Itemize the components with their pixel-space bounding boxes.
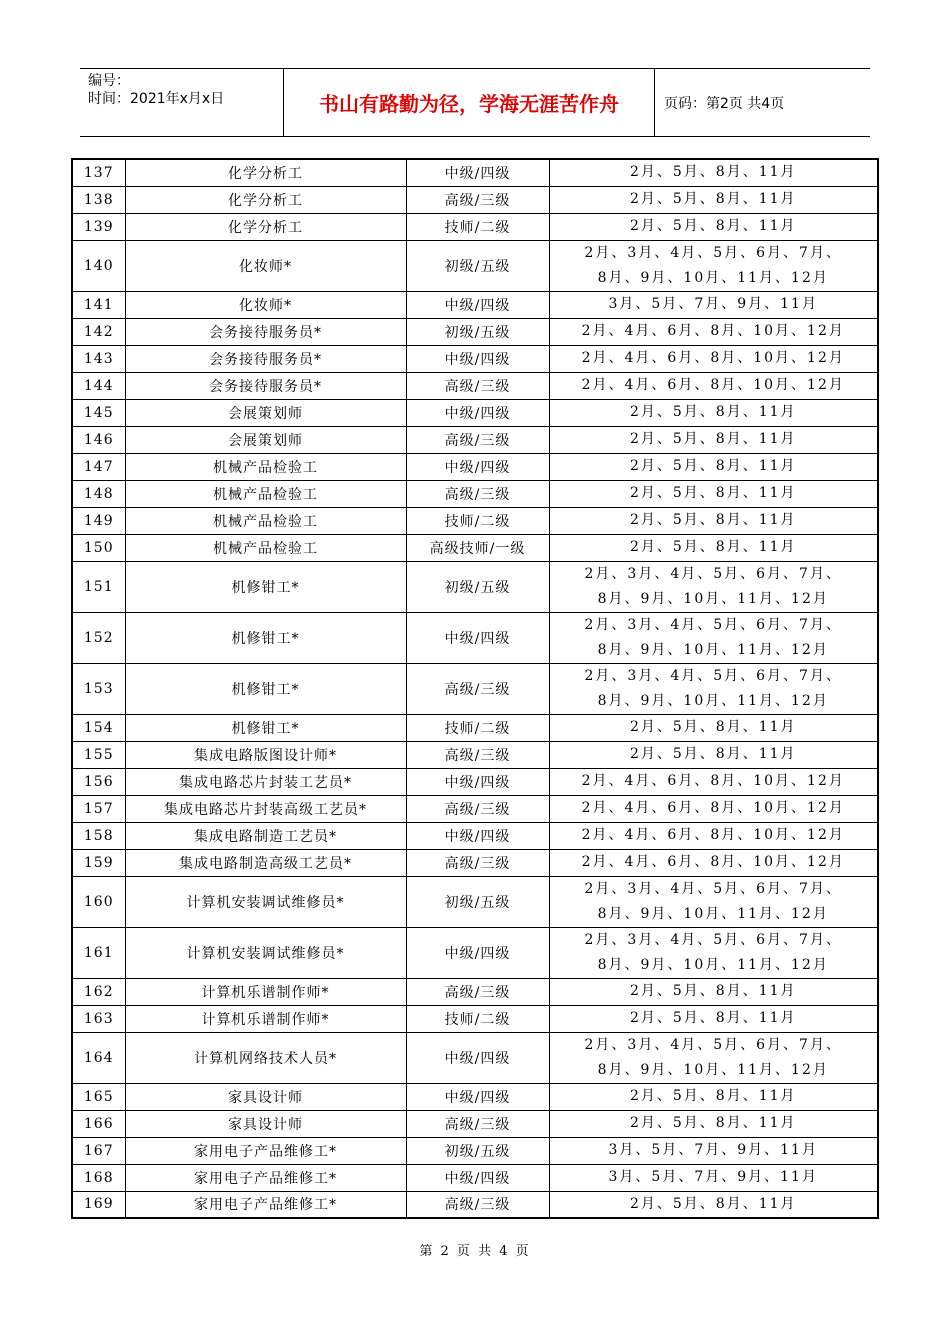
- exam-months: 2月、3月、4月、5月、6月、7月、 8月、9月、10月、11月、12月: [549, 927, 878, 978]
- occupation-name: 集成电路芯片封装工艺员*: [125, 768, 406, 795]
- occupation-name: 家用电子产品维修工*: [125, 1191, 406, 1218]
- skill-level: 高级/三级: [406, 741, 549, 768]
- skill-level: 中级/四级: [406, 159, 549, 186]
- row-number: 157: [72, 795, 125, 822]
- exam-months: 2月、4月、6月、8月、10月、12月: [549, 795, 878, 822]
- table-row: [72, 240, 878, 291]
- skill-level: 高级/三级: [406, 663, 549, 714]
- table-row: [72, 741, 878, 768]
- row-number: 168: [72, 1164, 125, 1191]
- row-number: 156: [72, 768, 125, 795]
- skill-level: 中级/四级: [406, 1164, 549, 1191]
- exam-months: 2月、4月、6月、8月、10月、12月: [549, 318, 878, 345]
- row-number: 143: [72, 345, 125, 372]
- occupation-name: 集成电路制造工艺员*: [125, 822, 406, 849]
- occupation-name: 会展策划师: [125, 399, 406, 426]
- table-row: [72, 978, 878, 1005]
- occupation-name: 家具设计师: [125, 1083, 406, 1110]
- row-number: 155: [72, 741, 125, 768]
- occupation-name: 会务接待服务员*: [125, 345, 406, 372]
- row-number: 148: [72, 480, 125, 507]
- exam-months: 2月、5月、8月、11月: [549, 453, 878, 480]
- table-row: [72, 291, 878, 318]
- skill-level: 初级/五级: [406, 318, 549, 345]
- page-header: [80, 68, 870, 137]
- occupation-name: 会展策划师: [125, 426, 406, 453]
- occupation-name: 会务接待服务员*: [125, 372, 406, 399]
- exam-months: 2月、5月、8月、11月: [549, 534, 878, 561]
- occupation-name: 化妆师*: [125, 240, 406, 291]
- skill-level: 中级/四级: [406, 1083, 549, 1110]
- exam-months: 2月、5月、8月、11月: [549, 714, 878, 741]
- table-row: [72, 876, 878, 927]
- skill-level: 技师/二级: [406, 507, 549, 534]
- exam-months: 2月、5月、8月、11月: [549, 741, 878, 768]
- exam-months: 3月、5月、7月、9月、11月: [549, 1137, 878, 1164]
- skill-level: 中级/四级: [406, 453, 549, 480]
- table-row: [72, 426, 878, 453]
- row-number: 144: [72, 372, 125, 399]
- occupation-name: 家具设计师: [125, 1110, 406, 1137]
- occupation-name: 化学分析工: [125, 159, 406, 186]
- table-row: [72, 507, 878, 534]
- exam-months: 2月、5月、8月、11月: [549, 159, 878, 186]
- table-row: [72, 399, 878, 426]
- skill-level: 高级/三级: [406, 372, 549, 399]
- skill-level: 初级/五级: [406, 1137, 549, 1164]
- table-row: [72, 1137, 878, 1164]
- occupation-name: 家用电子产品维修工*: [125, 1164, 406, 1191]
- row-number: 152: [72, 612, 125, 663]
- exam-months: 2月、5月、8月、11月: [549, 507, 878, 534]
- exam-months: 2月、5月、8月、11月: [549, 1191, 878, 1218]
- skill-level: 中级/四级: [406, 612, 549, 663]
- row-number: 139: [72, 213, 125, 240]
- exam-months: 2月、5月、8月、11月: [549, 186, 878, 213]
- row-number: 154: [72, 714, 125, 741]
- skill-level: 中级/四级: [406, 1032, 549, 1083]
- exam-months: 2月、4月、6月、8月、10月、12月: [549, 822, 878, 849]
- occupation-name: 计算机安装调试维修员*: [125, 927, 406, 978]
- exam-months: 3月、5月、7月、9月、11月: [549, 1164, 878, 1191]
- skill-level: 初级/五级: [406, 561, 549, 612]
- table-row: [72, 612, 878, 663]
- occupation-name: 机修钳工*: [125, 561, 406, 612]
- occupation-name: 集成电路制造高级工艺员*: [125, 849, 406, 876]
- occupation-name: 化学分析工: [125, 186, 406, 213]
- row-number: 145: [72, 399, 125, 426]
- header-page-label: 页码：第2页 共4页: [664, 95, 785, 112]
- schedule-table-body: [72, 159, 878, 1218]
- row-number: 153: [72, 663, 125, 714]
- exam-months: 2月、5月、8月、11月: [549, 1005, 878, 1032]
- occupation-name: 计算机安装调试维修员*: [125, 876, 406, 927]
- table-row: [72, 1110, 878, 1137]
- table-row: [72, 822, 878, 849]
- table-row: [72, 1032, 878, 1083]
- exam-months: 2月、3月、4月、5月、6月、7月、 8月、9月、10月、11月、12月: [549, 663, 878, 714]
- exam-months: 2月、5月、8月、11月: [549, 480, 878, 507]
- schedule-table: [71, 158, 879, 1219]
- table-row: [72, 213, 878, 240]
- occupation-name: 计算机乐谱制作师*: [125, 1005, 406, 1032]
- table-row: [72, 1005, 878, 1032]
- occupation-name: 机械产品检验工: [125, 453, 406, 480]
- exam-months: 2月、4月、6月、8月、10月、12月: [549, 372, 878, 399]
- row-number: 169: [72, 1191, 125, 1218]
- table-row: [72, 927, 878, 978]
- skill-level: 高级/三级: [406, 1191, 549, 1218]
- occupation-name: 集成电路芯片封装高级工艺员*: [125, 795, 406, 822]
- row-number: 140: [72, 240, 125, 291]
- skill-level: 技师/二级: [406, 213, 549, 240]
- exam-months: 2月、5月、8月、11月: [549, 213, 878, 240]
- occupation-name: 机械产品检验工: [125, 480, 406, 507]
- skill-level: 高级/三级: [406, 795, 549, 822]
- table-row: [72, 453, 878, 480]
- occupation-name: 机械产品检验工: [125, 507, 406, 534]
- exam-months: 2月、3月、4月、5月、6月、7月、 8月、9月、10月、11月、12月: [549, 876, 878, 927]
- occupation-name: 化妆师*: [125, 291, 406, 318]
- occupation-name: 机械产品检验工: [125, 534, 406, 561]
- skill-level: 中级/四级: [406, 822, 549, 849]
- skill-level: 高级/三级: [406, 849, 549, 876]
- skill-level: 中级/四级: [406, 345, 549, 372]
- row-number: 142: [72, 318, 125, 345]
- occupation-name: 机修钳工*: [125, 714, 406, 741]
- skill-level: 初级/五级: [406, 876, 549, 927]
- date-label: 时间：2021年x月x日: [88, 91, 225, 107]
- row-number: 150: [72, 534, 125, 561]
- row-number: 149: [72, 507, 125, 534]
- row-number: 167: [72, 1137, 125, 1164]
- skill-level: 高级/三级: [406, 186, 549, 213]
- table-row: [72, 795, 878, 822]
- skill-level: 中级/四级: [406, 291, 549, 318]
- table-row: [72, 318, 878, 345]
- number-label: 编号：: [88, 73, 130, 89]
- table-row: [72, 714, 878, 741]
- row-number: 158: [72, 822, 125, 849]
- row-number: 159: [72, 849, 125, 876]
- skill-level: 高级/三级: [406, 1110, 549, 1137]
- skill-level: 高级/三级: [406, 480, 549, 507]
- exam-months: 2月、5月、8月、11月: [549, 399, 878, 426]
- occupation-name: 会务接待服务员*: [125, 318, 406, 345]
- exam-months: 2月、3月、4月、5月、6月、7月、 8月、9月、10月、11月、12月: [549, 561, 878, 612]
- skill-level: 高级/三级: [406, 978, 549, 1005]
- exam-months: 2月、5月、8月、11月: [549, 1083, 878, 1110]
- occupation-name: 家用电子产品维修工*: [125, 1137, 406, 1164]
- table-row: [72, 372, 878, 399]
- row-number: 165: [72, 1083, 125, 1110]
- row-number: 138: [72, 186, 125, 213]
- exam-months: 2月、3月、4月、5月、6月、7月、 8月、9月、10月、11月、12月: [549, 1032, 878, 1083]
- row-number: 162: [72, 978, 125, 1005]
- table-row: [72, 1083, 878, 1110]
- exam-months: 2月、4月、6月、8月、10月、12月: [549, 849, 878, 876]
- exam-months: 2月、3月、4月、5月、6月、7月、 8月、9月、10月、11月、12月: [549, 240, 878, 291]
- occupation-name: 机修钳工*: [125, 612, 406, 663]
- occupation-name: 机修钳工*: [125, 663, 406, 714]
- table-row: [72, 480, 878, 507]
- exam-months: 2月、4月、6月、8月、10月、12月: [549, 768, 878, 795]
- page-footer: 第 2 页 共 4 页: [419, 1244, 531, 1259]
- header-motto: 书山有路勤为径，学海无涯苦作舟: [283, 69, 655, 136]
- exam-months: 2月、3月、4月、5月、6月、7月、 8月、9月、10月、11月、12月: [549, 612, 878, 663]
- row-number: 164: [72, 1032, 125, 1083]
- row-number: 137: [72, 159, 125, 186]
- table-row: [72, 768, 878, 795]
- skill-level: 中级/四级: [406, 927, 549, 978]
- row-number: 141: [72, 291, 125, 318]
- skill-level: 初级/五级: [406, 240, 549, 291]
- table-row: [72, 159, 878, 186]
- skill-level: 技师/二级: [406, 714, 549, 741]
- header-meta: [80, 69, 283, 136]
- exam-months: 2月、4月、6月、8月、10月、12月: [549, 345, 878, 372]
- skill-level: 技师/二级: [406, 1005, 549, 1032]
- table-row: [72, 561, 878, 612]
- occupation-name: 计算机网络技术人员*: [125, 1032, 406, 1083]
- table-row: [72, 663, 878, 714]
- table-row: [72, 186, 878, 213]
- occupation-name: 集成电路版图设计师*: [125, 741, 406, 768]
- row-number: 160: [72, 876, 125, 927]
- occupation-name: 计算机乐谱制作师*: [125, 978, 406, 1005]
- exam-months: 3月、5月、7月、9月、11月: [549, 291, 878, 318]
- row-number: 151: [72, 561, 125, 612]
- row-number: 166: [72, 1110, 125, 1137]
- exam-months: 2月、5月、8月、11月: [549, 1110, 878, 1137]
- exam-months: 2月、5月、8月、11月: [549, 978, 878, 1005]
- skill-level: 高级技师/一级: [406, 534, 549, 561]
- row-number: 147: [72, 453, 125, 480]
- exam-months: 2月、5月、8月、11月: [549, 426, 878, 453]
- table-row: [72, 849, 878, 876]
- skill-level: 高级/三级: [406, 426, 549, 453]
- occupation-name: 化学分析工: [125, 213, 406, 240]
- skill-level: 中级/四级: [406, 768, 549, 795]
- skill-level: 中级/四级: [406, 399, 549, 426]
- row-number: 161: [72, 927, 125, 978]
- row-number: 146: [72, 426, 125, 453]
- table-row: [72, 1191, 878, 1218]
- row-number: 163: [72, 1005, 125, 1032]
- table-row: [72, 345, 878, 372]
- table-row: [72, 1164, 878, 1191]
- table-row: [72, 534, 878, 561]
